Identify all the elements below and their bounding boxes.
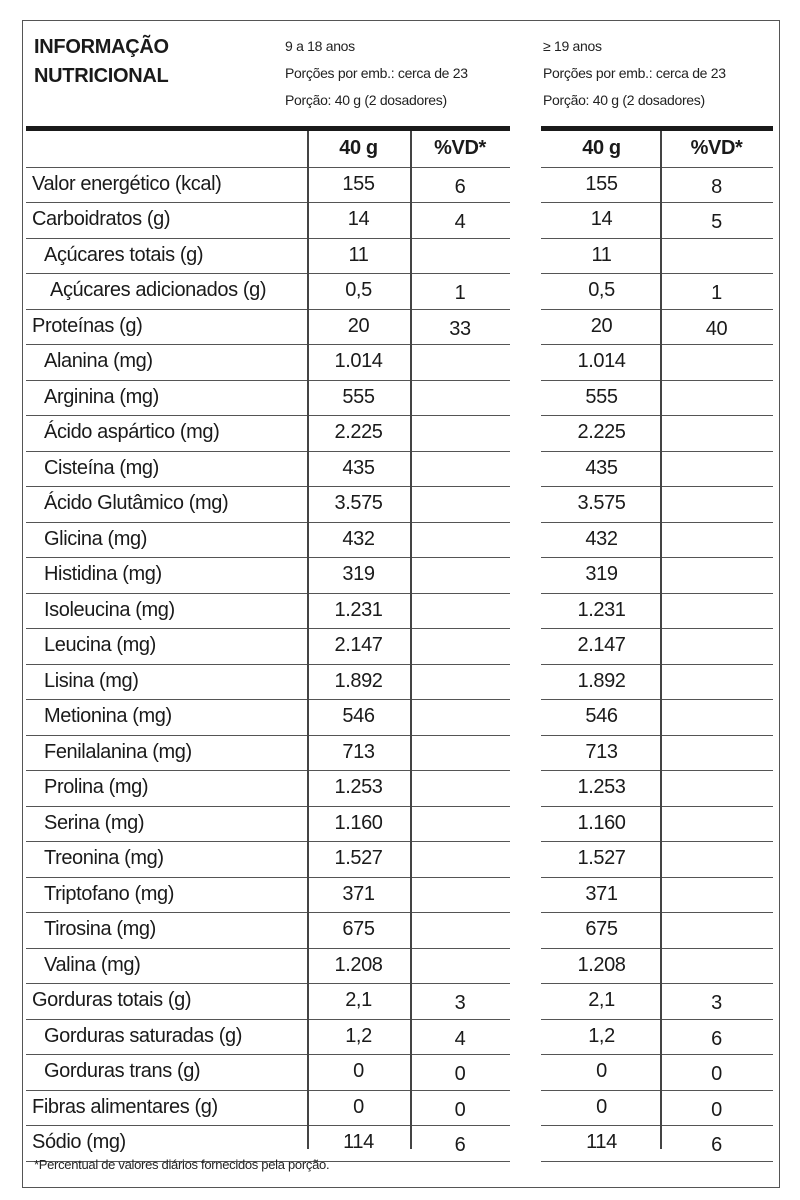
title-line-2: NUTRICIONAL (34, 65, 169, 87)
dv-cell (660, 844, 773, 879)
row-label: Metionina (mg) (44, 705, 172, 727)
dv-cell (410, 951, 510, 986)
col-header-dv: %VD* (434, 137, 486, 159)
dv-cell (660, 596, 773, 631)
dv-cell: 0 (454, 1098, 466, 1121)
dv-cell (660, 347, 773, 382)
dv-cell (410, 560, 510, 595)
group2-serving: Porção: 40 g (2 dosadores) (543, 92, 705, 108)
value-cell: 1.231 (334, 598, 383, 621)
dv-cell (410, 525, 510, 560)
dv-cell: 0 (454, 1063, 466, 1085)
value-cell: 0 (353, 1095, 364, 1118)
row-label: Leucina (mg) (44, 634, 156, 656)
dv-cell: 5 (711, 211, 722, 233)
dv-cell (410, 454, 510, 489)
column-divider (660, 131, 662, 1149)
dv-cell (410, 347, 510, 382)
value-cell: 155 (342, 172, 375, 195)
value-cell: 2.225 (577, 421, 626, 443)
value-cell: 2.225 (334, 421, 383, 443)
value-cell: 1.208 (577, 953, 626, 976)
footnote: *Percentual de valores diários fornecidos pela porção. (34, 1157, 330, 1172)
value-cell: 1.892 (334, 669, 383, 692)
group1-header (285, 33, 468, 114)
value-cell: 3.575 (334, 492, 383, 514)
row-label: Lisina (mg) (44, 669, 139, 692)
row-label: Açúcares totais (g) (44, 243, 204, 266)
row-label: Isoleucina (mg) (44, 598, 175, 621)
value-cell: 432 (342, 527, 375, 550)
value-cell: 2,1 (588, 989, 615, 1011)
row-label: Gorduras totais (g) (32, 989, 192, 1011)
value-cell: 0 (353, 1060, 364, 1082)
row-label: Arginina (mg) (44, 385, 159, 408)
row-label: Sódio (mg) (32, 1131, 126, 1153)
dv-cell (410, 738, 510, 773)
dv-cell (410, 880, 510, 915)
value-cell: 1.160 (577, 811, 626, 834)
col-header-dv: %VD* (690, 137, 743, 159)
row-label: Gorduras trans (g) (44, 1060, 201, 1082)
value-cell: 1.160 (334, 811, 383, 834)
value-cell: 2.147 (577, 634, 626, 656)
row-label: Cisteína (mg) (44, 456, 159, 479)
dv-cell (410, 241, 510, 276)
value-cell: 1.527 (334, 847, 383, 869)
dv-cell (660, 631, 773, 666)
group2-header (543, 33, 726, 114)
value-cell: 432 (585, 527, 618, 550)
row-divider (541, 1161, 773, 1162)
row-label: Fenilalanina (mg) (44, 740, 192, 763)
dv-cell (660, 809, 773, 844)
dv-cell (660, 738, 773, 773)
row-label: Triptofano (mg) (44, 882, 174, 905)
value-cell: 1.527 (577, 847, 626, 869)
value-cell: 14 (590, 208, 613, 230)
value-cell: 0 (596, 1060, 607, 1082)
group2-age: ≥ 19 anos (543, 38, 602, 54)
value-cell: 0 (596, 1095, 607, 1118)
dv-cell: 0 (711, 1098, 722, 1121)
dv-cell (660, 880, 773, 915)
dv-cell (410, 773, 510, 808)
row-label: Treonina (mg) (44, 847, 164, 869)
value-cell: 713 (342, 740, 375, 763)
row-label: Ácido Glutâmico (mg) (44, 492, 229, 514)
value-cell: 675 (342, 918, 375, 940)
row-label: Ácido aspártico (mg) (44, 421, 220, 443)
dv-cell (410, 418, 510, 453)
row-label: Gorduras saturadas (g) (44, 1024, 242, 1047)
value-cell: 114 (586, 1131, 617, 1153)
value-cell: 155 (585, 172, 618, 195)
dv-cell: 1 (711, 282, 722, 304)
row-label: Alanina (mg) (44, 350, 153, 372)
dv-cell (660, 560, 773, 595)
row-label: Proteínas (g) (32, 314, 143, 337)
value-cell: 435 (342, 456, 375, 479)
row-label: Prolina (mg) (44, 776, 149, 798)
group1-portions: Porções por emb.: cerca de 23 (285, 65, 468, 81)
value-cell: 713 (585, 740, 618, 763)
value-cell: 14 (347, 208, 370, 230)
value-cell: 11 (348, 243, 369, 266)
value-cell: 11 (591, 243, 612, 266)
value-cell: 319 (342, 563, 375, 585)
col-header-amount: 40 g (582, 137, 621, 159)
row-label: Valina (mg) (44, 953, 141, 976)
value-cell: 2.147 (334, 634, 383, 656)
title-line-1: INFORMAÇÃO (34, 36, 169, 58)
dv-cell (660, 773, 773, 808)
dv-cell: 6 (711, 1134, 722, 1156)
dv-cell: 6 (711, 1027, 722, 1050)
dv-cell (410, 631, 510, 666)
row-label: Açúcares adicionados (g) (50, 279, 267, 301)
value-cell: 20 (590, 314, 613, 337)
column-divider (307, 131, 309, 1149)
value-cell: 1.014 (334, 350, 383, 372)
value-cell: 555 (585, 385, 618, 408)
value-cell: 2,1 (345, 989, 372, 1011)
dv-cell: 6 (454, 175, 466, 198)
dv-cell (660, 702, 773, 737)
column-divider (410, 131, 412, 1149)
table-title (34, 33, 169, 91)
value-cell: 1.892 (577, 669, 626, 692)
value-cell: 1.231 (577, 598, 626, 621)
dv-cell (660, 454, 773, 489)
dv-cell: 6 (454, 1134, 466, 1156)
value-cell: 546 (342, 705, 375, 727)
row-label: Glicina (mg) (44, 527, 147, 550)
dv-cell (410, 915, 510, 950)
value-cell: 1,2 (345, 1024, 372, 1047)
dv-cell (410, 809, 510, 844)
value-cell: 319 (585, 563, 618, 585)
dv-cell (660, 241, 773, 276)
value-cell: 114 (343, 1131, 374, 1153)
value-cell: 555 (342, 385, 375, 408)
dv-cell: 40 (705, 317, 728, 340)
dv-cell: 3 (454, 992, 466, 1014)
dv-cell: 1 (454, 282, 466, 304)
row-label: Valor energético (kcal) (32, 172, 222, 195)
value-cell: 1.253 (577, 776, 626, 798)
value-cell: 20 (347, 314, 370, 337)
value-cell: 0,5 (345, 279, 372, 301)
dv-cell: 8 (711, 175, 722, 198)
group2-portions: Porções por emb.: cerca de 23 (543, 65, 726, 81)
dv-cell (660, 418, 773, 453)
value-cell: 1.253 (334, 776, 383, 798)
dv-cell: 33 (449, 317, 471, 340)
group1-serving: Porção: 40 g (2 dosadores) (285, 92, 447, 108)
group1-age: 9 a 18 anos (285, 38, 355, 54)
dv-cell (660, 951, 773, 986)
dv-cell (410, 383, 510, 418)
value-cell: 1.014 (577, 350, 626, 372)
dv-cell (660, 667, 773, 702)
col-header-amount: 40 g (339, 137, 378, 159)
dv-cell (410, 667, 510, 702)
row-label: Carboidratos (g) (32, 208, 171, 230)
dv-cell: 4 (454, 1027, 466, 1050)
row-label: Tirosina (mg) (44, 918, 156, 940)
value-cell: 371 (342, 882, 375, 905)
value-cell: 675 (585, 918, 618, 940)
dv-cell (410, 489, 510, 524)
value-cell: 1.208 (334, 953, 383, 976)
value-cell: 3.575 (577, 492, 626, 514)
row-label: Histidina (mg) (44, 563, 162, 585)
value-cell: 0,5 (588, 279, 615, 301)
dv-cell: 4 (454, 211, 466, 233)
dv-cell (410, 844, 510, 879)
row-label: Serina (mg) (44, 811, 145, 834)
row-label: Fibras alimentares (g) (32, 1095, 218, 1118)
dv-cell (410, 596, 510, 631)
dv-cell: 0 (711, 1063, 722, 1085)
value-cell: 435 (585, 456, 618, 479)
value-cell: 1,2 (588, 1024, 615, 1047)
dv-cell (660, 383, 773, 418)
dv-cell (660, 489, 773, 524)
dv-cell (660, 915, 773, 950)
dv-cell (660, 525, 773, 560)
value-cell: 371 (585, 882, 618, 905)
dv-cell: 3 (711, 992, 722, 1014)
dv-cell (410, 702, 510, 737)
value-cell: 546 (585, 705, 618, 727)
